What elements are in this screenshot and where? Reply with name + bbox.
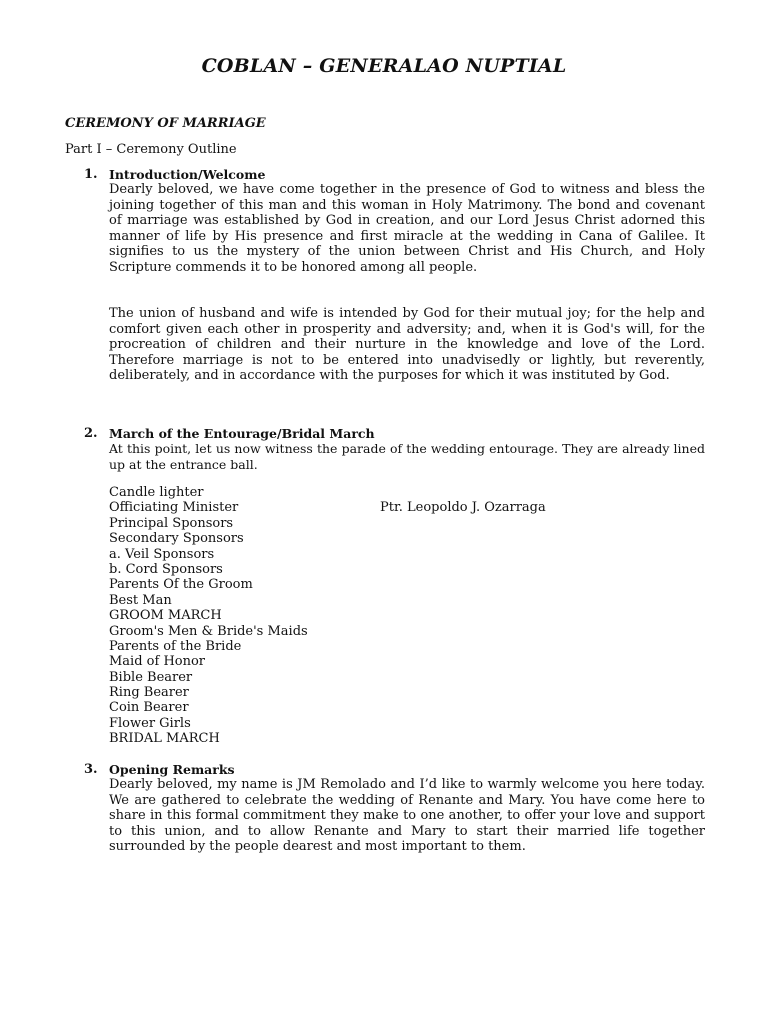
- entourage-role: Groom's Men & Bride's Maids: [109, 623, 308, 639]
- list-item: [109, 577, 709, 592]
- entourage-role: Maid of Honor: [109, 654, 206, 670]
- section-1-number: 1.: [84, 167, 98, 182]
- section-3-number: 3.: [84, 762, 98, 777]
- entourage-role: Parents of the Bride: [109, 638, 242, 654]
- list-item: [109, 531, 709, 546]
- part-heading: Part I – Ceremony Outline: [65, 142, 237, 157]
- list-item: [109, 670, 709, 685]
- list-item: [109, 731, 709, 746]
- entourage-role: b. Cord Sponsors: [109, 561, 223, 577]
- list-item: [109, 562, 709, 577]
- entourage-role: Bible Bearer: [109, 669, 193, 685]
- list-item: [109, 639, 709, 654]
- entourage-role: Coin Bearer: [109, 700, 189, 716]
- list-item: [109, 654, 709, 669]
- entourage-role: Officiating Minister: [109, 500, 239, 516]
- entourage-role: Principal Sponsors: [109, 515, 234, 531]
- list-item: [109, 700, 709, 715]
- section-2-paragraph: At this point, let us now witness the parade of the wedding entourage. They are already lined up at the entrance ball.: [109, 441, 705, 472]
- entourage-role: GROOM MARCH: [109, 608, 222, 624]
- list-item: [109, 485, 709, 500]
- section-3-title: Opening Remarks: [109, 762, 235, 777]
- list-item: [109, 516, 709, 531]
- entourage-role: Secondary Sponsors: [109, 531, 244, 547]
- entourage-list: [109, 485, 709, 747]
- entourage-role: a. Veil Sponsors: [109, 546, 215, 562]
- section-3-paragraph: Dearly beloved, my name is JM Remolado and I’d like to warmly welcome you here today. We are gathered to celebrate the wedding of Renante and Mary. You have come here to share in this formal commitment they make to one another, to offer your love and support to this union, and to allow Renante and Mary to start their married life together surrounded by the people dearest and most important to them.: [109, 777, 705, 855]
- section-2-number: 2.: [84, 426, 98, 441]
- section-1-title: Introduction/Welcome: [109, 167, 266, 182]
- entourage-role: Flower Girls: [109, 715, 191, 731]
- section-2-title: March of the Entourage/Bridal March: [109, 426, 375, 441]
- list-item: [109, 685, 709, 700]
- entourage-role: BRIDAL MARCH: [109, 731, 220, 747]
- document-title: COBLAN – GENERALAO NUPTIAL: [201, 55, 567, 77]
- list-item: [109, 500, 709, 515]
- entourage-role: Best Man: [109, 592, 172, 608]
- section-1-paragraph-2: The union of husband and wife is intended by God for their mutual joy; for the help and comfort given each other in prosperity and adversity; and, when it is God's will, for the procreation of children and their nurture in the knowledge and love of the Lord. Therefore marriage is not to be entered into unadvisedly or lightly, but reverently, deliberately, and in accordance with the purposes for which it was instituted by God.: [109, 306, 705, 384]
- list-item: [109, 624, 709, 639]
- section-1-paragraph-1: Dearly beloved, we have come together in the presence of God to witness and bless the joining together of this man and this woman in Holy Matrimony. The bond and covenant of marriage was established by God in creation, and our Lord Jesus Christ adorned this manner of life by His presence and first miracle at the wedding in Cana of Galilee. It signifies to us the mystery of the union between Christ and His Church, and Holy Scripture commends it to be honored among all people.: [109, 182, 705, 275]
- list-item: [109, 547, 709, 562]
- list-item: [109, 593, 709, 608]
- officiating-minister-name: Ptr. Leopoldo J. Ozarraga: [380, 500, 546, 516]
- entourage-role: Candle lighter: [109, 485, 204, 500]
- list-item: [109, 716, 709, 731]
- list-item: [109, 608, 709, 623]
- ceremony-heading: CEREMONY OF MARRIAGE: [65, 116, 266, 131]
- entourage-role: Parents Of the Groom: [109, 577, 253, 593]
- entourage-role: Ring Bearer: [109, 685, 189, 701]
